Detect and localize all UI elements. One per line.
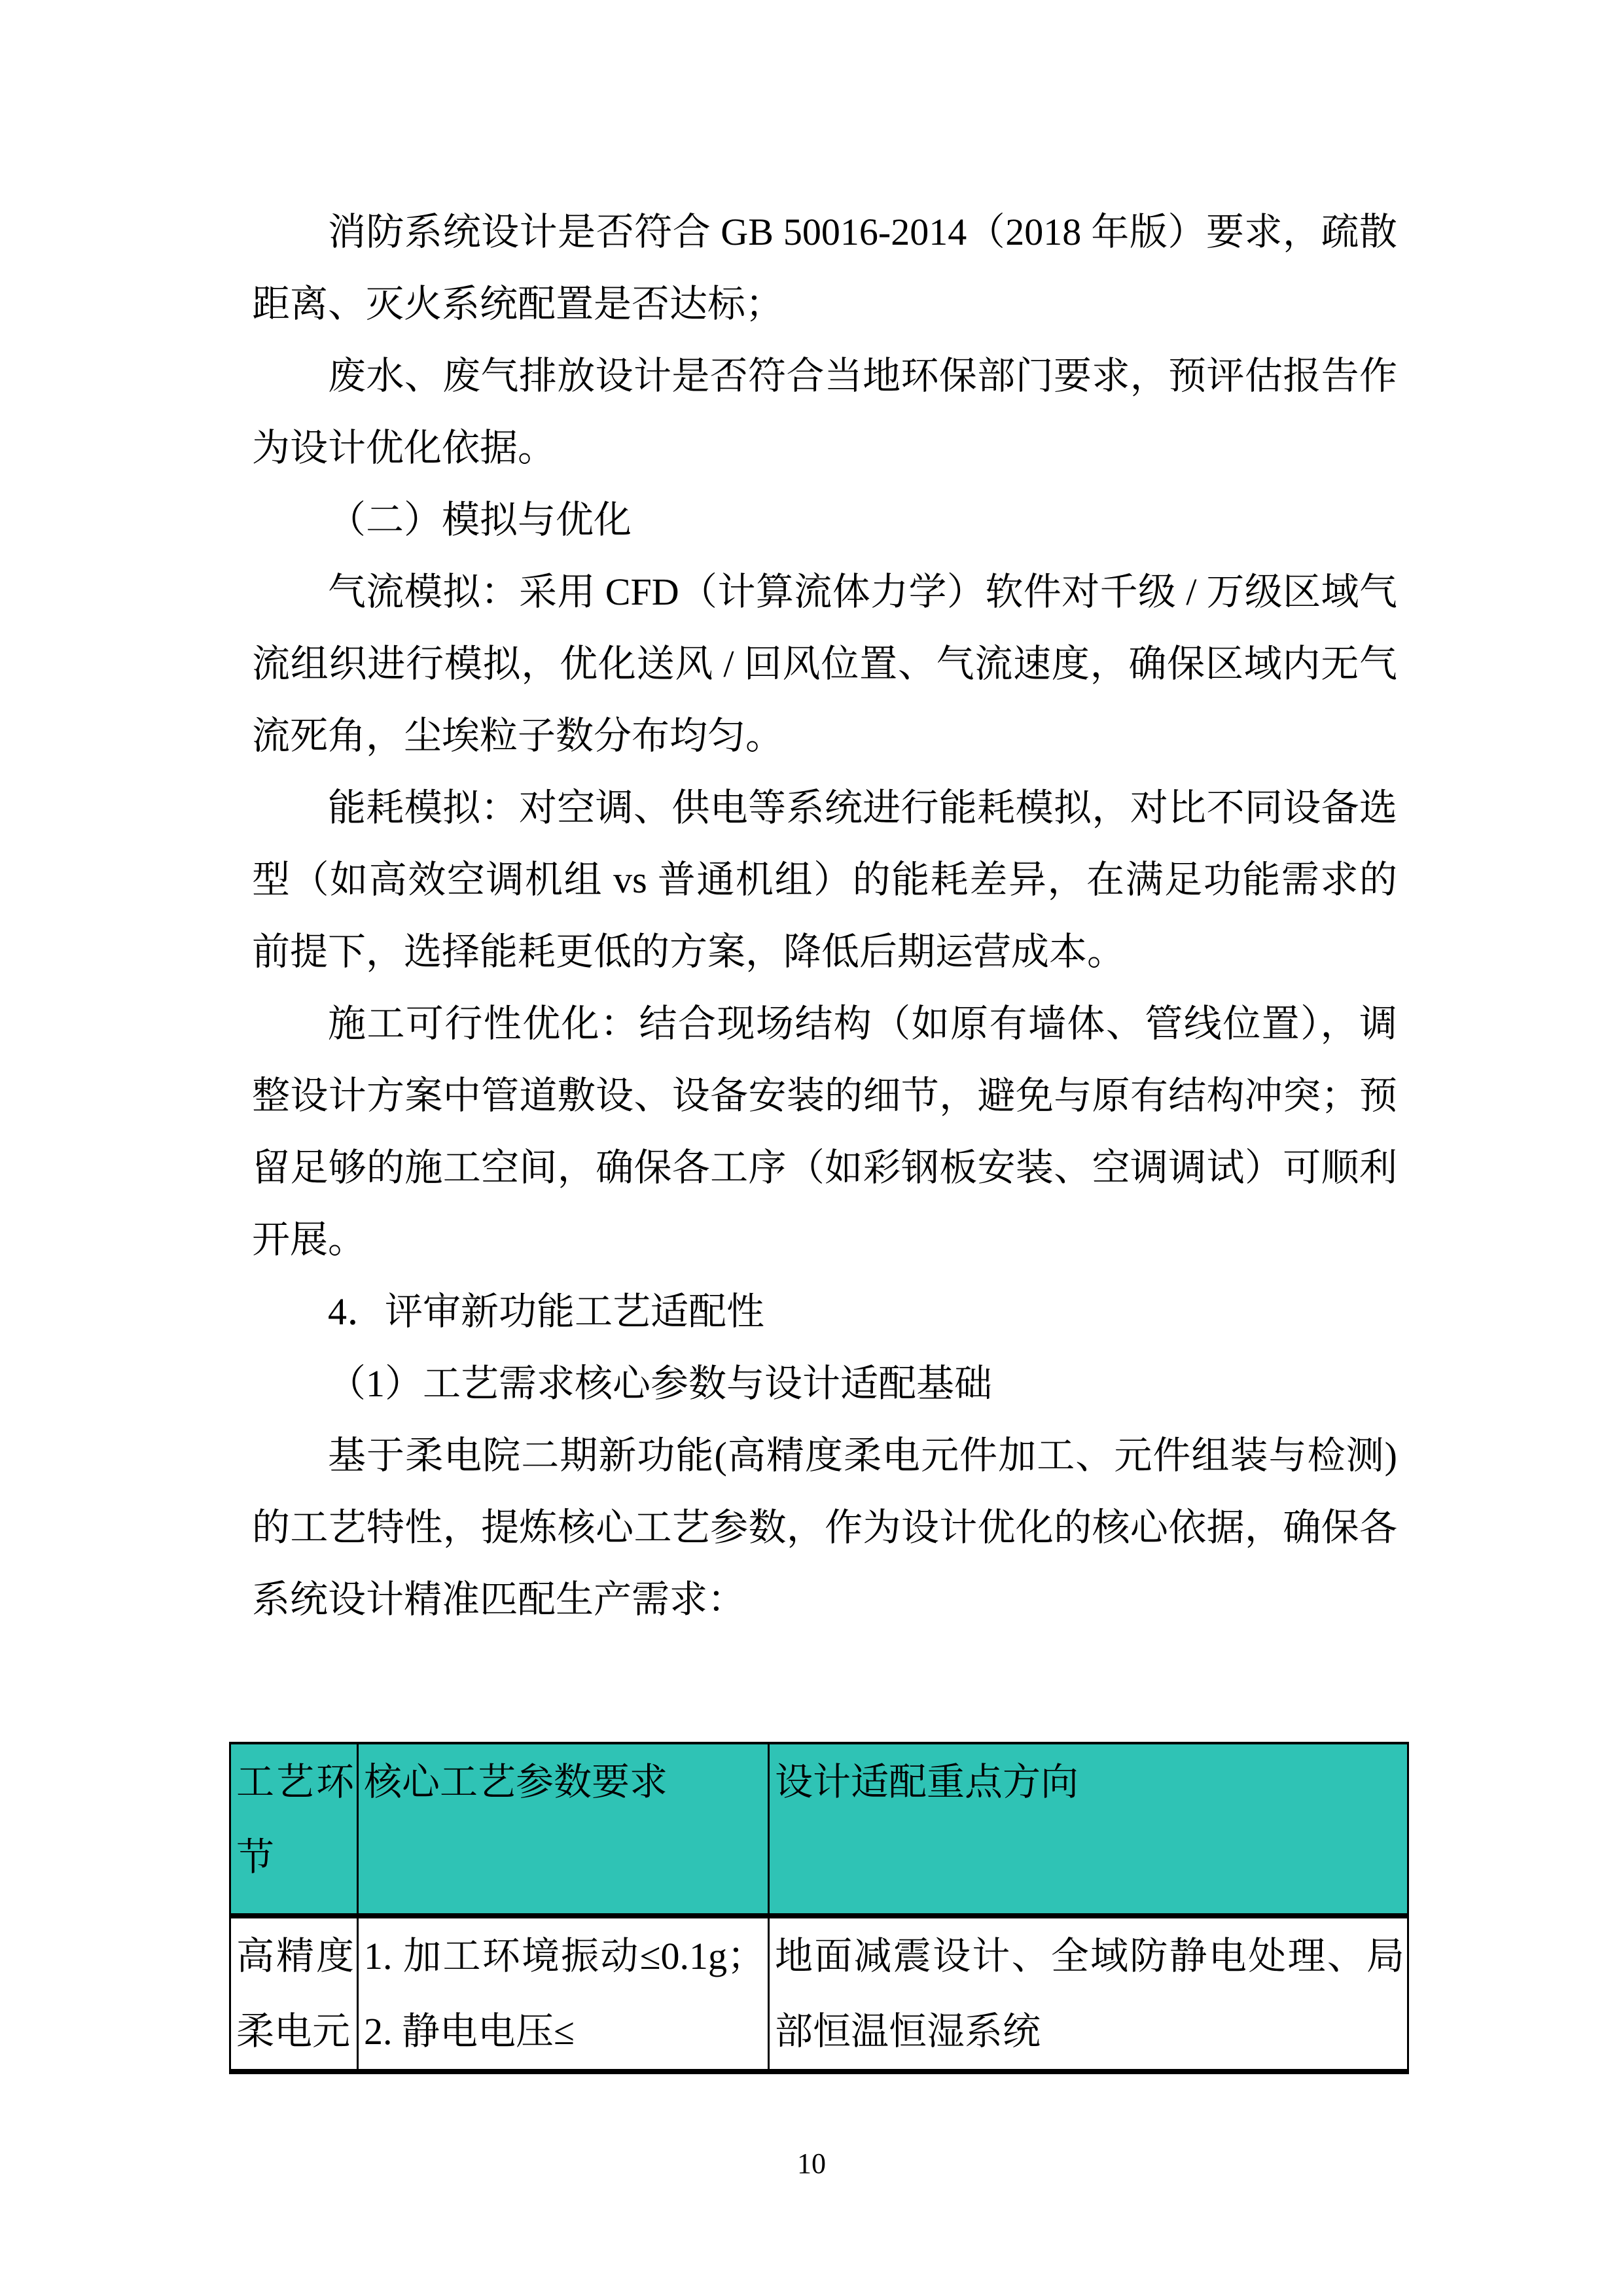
table-header-design-focus: 设计适配重点方向 (769, 1743, 1408, 1916)
table-header-core-parameters: 核心工艺参数要求 (358, 1743, 769, 1916)
table-header-row (230, 1743, 1408, 1916)
page-number: 10 (797, 2147, 826, 2180)
paragraph-fire-system: 消防系统设计是否符合 GB 50016-2014（2018 年版）要求，疏散距离、灭火系统配置是否达标； (252, 211, 1397, 325)
heading-core-parameters: （1）工艺需求核心参数与设计适配基础 (328, 1362, 993, 1405)
heading-simulation-optimization: （二）模拟与优化 (328, 499, 632, 541)
table-cell-process-step: 高精度柔电元 (230, 1916, 358, 2072)
body-text (252, 196, 1397, 1636)
paragraph-energy-simulation: 能耗模拟：对空调、供电等系统进行能耗模拟，对比不同设备选型（如高效空调机组 vs 普通机组）的能耗差异，在满足功能需求的前提下，选择能耗更低的方案，降低后期运营成本。 (252, 786, 1397, 973)
table-cell-core-parameters: 1. 加工环境振动≤0.1g；2. 静电电压≤ (358, 1916, 769, 2072)
paragraph-airflow-simulation: 气流模拟：采用 CFD（计算流体力学）软件对千级 / 万级区域气流组织进行模拟，优化送风 / 回风位置、气流速度，确保区域内无气流死角，尘埃粒子数分布均匀。 (252, 571, 1397, 757)
table-row (230, 1916, 1408, 2072)
paragraph-waste-discharge: 废水、废气排放设计是否符合当地环保部门要求，预评估报告作为设计优化依据。 (252, 355, 1397, 469)
table-cell-design-focus: 地面减震设计、全域防静电处理、局部恒温恒湿系统 (769, 1916, 1408, 2072)
paragraph-construction-feasibility: 施工可行性优化：结合现场结构（如原有墙体、管线位置），调整设计方案中管道敷设、设备安装的细节，避免与原有结构冲突；预留足够的施工空间，确保各工序（如彩钢板安装、空调调试）可顺利开展。 (252, 1002, 1397, 1261)
paragraph-process-basis: 基于柔电院二期新功能(高精度柔电元件加工、元件组装与检测)的工艺特性，提炼核心工艺参数，作为设计优化的核心依据，确保各系统设计精准匹配生产需求： (252, 1434, 1397, 1621)
process-parameters-table (229, 1742, 1409, 2074)
heading-process-adaptability: 4．评审新功能工艺适配性 (328, 1290, 765, 1333)
table-header-process-step: 工艺环节 (230, 1743, 358, 1916)
